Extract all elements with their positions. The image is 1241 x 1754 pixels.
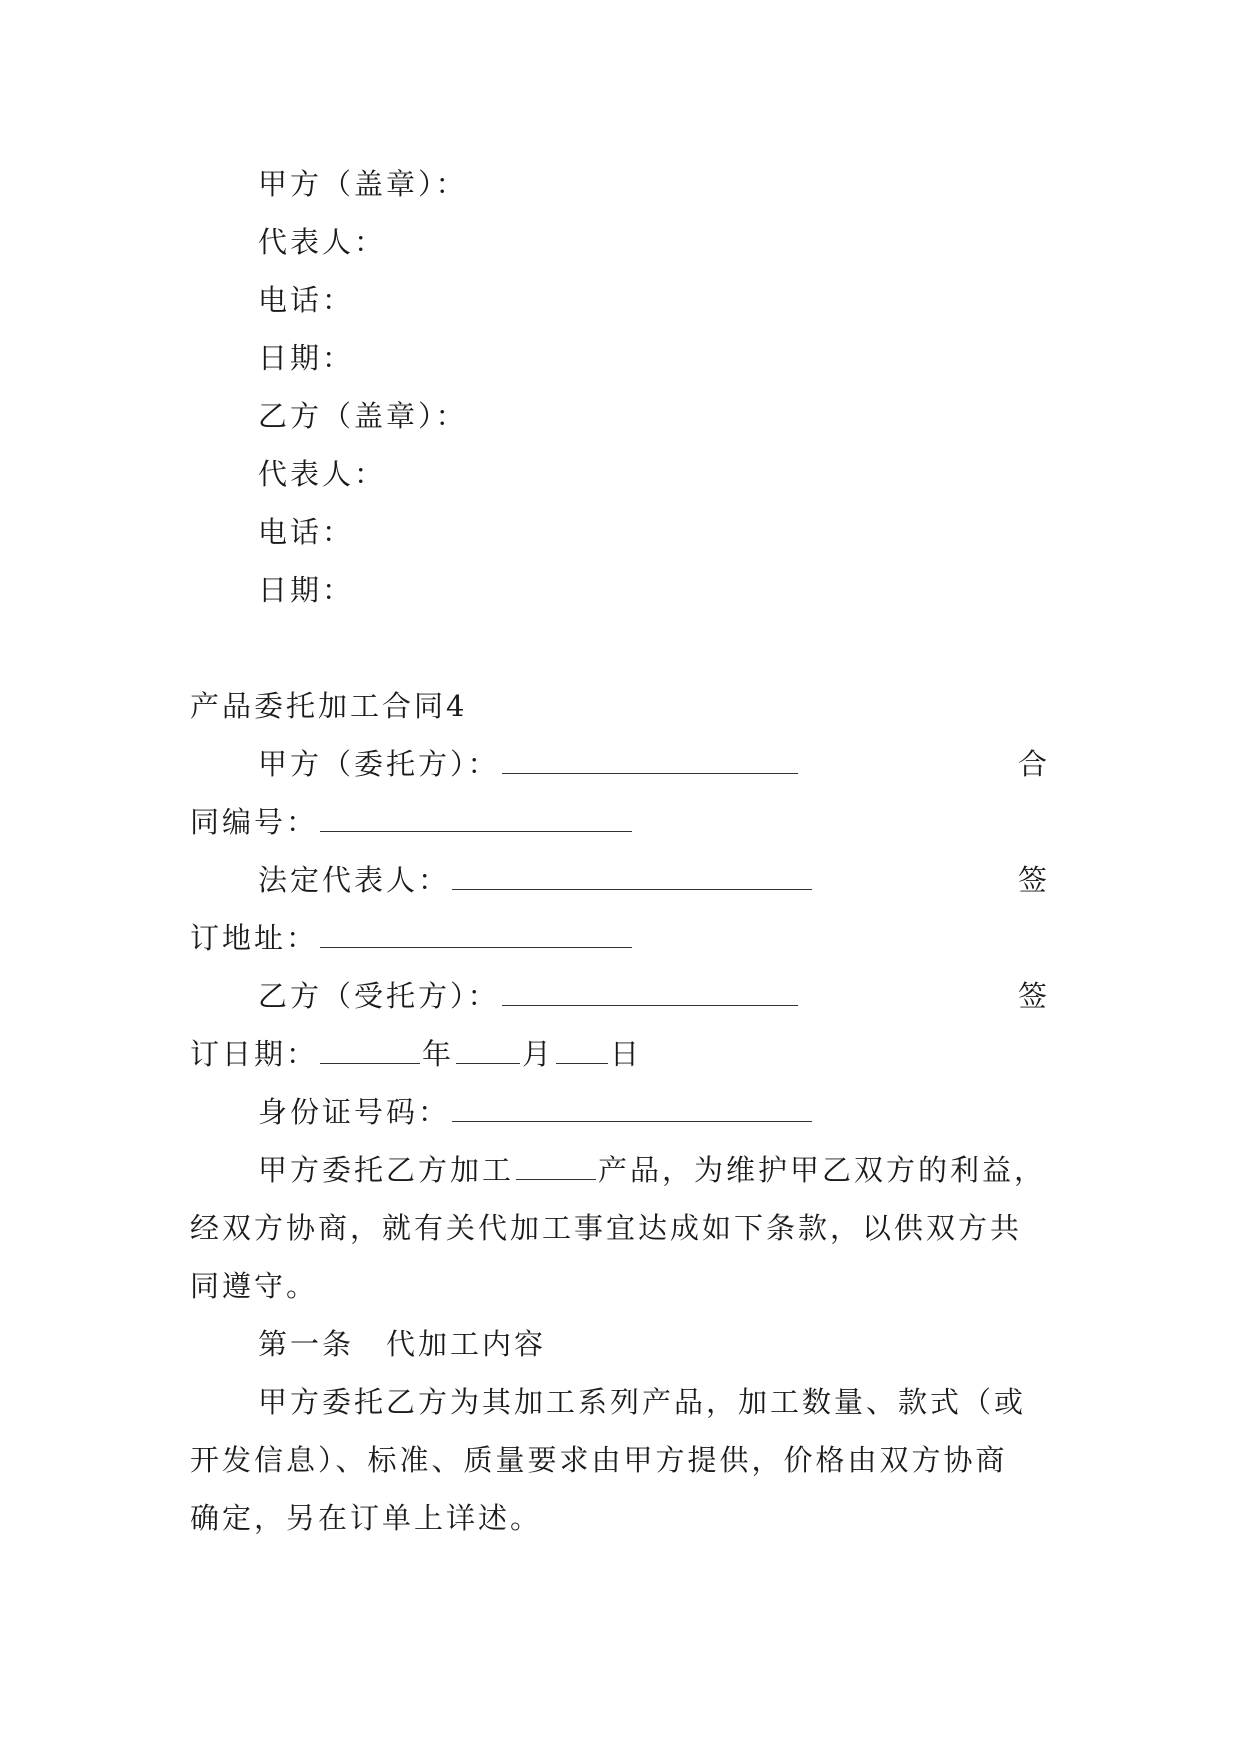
intro-text-part1: 甲方委托乙方加工 bbox=[258, 1153, 515, 1187]
sign-place-label: 订地址： bbox=[190, 921, 319, 955]
intro-line-2: 经双方协商，就有关代加工事宜达成如下条款，以供双方共 bbox=[190, 1211, 1023, 1245]
month-label: 月 bbox=[522, 1037, 555, 1071]
legal-rep-blank bbox=[452, 861, 812, 890]
day-label: 日 bbox=[610, 1037, 643, 1071]
party-a-seal-label: 甲方（盖章）： bbox=[258, 167, 468, 201]
article-1-title: 第一条 代加工内容 bbox=[258, 1327, 547, 1361]
party-a-label: 甲方（委托方）： bbox=[258, 747, 500, 781]
party-b-label: 乙方（受托方）： bbox=[258, 979, 500, 1013]
year-label: 年 bbox=[422, 1037, 455, 1071]
party-a-phone-label: 电话： bbox=[258, 283, 355, 317]
id-number-row bbox=[258, 1092, 814, 1132]
intro-text-part2: 产品，为维护甲乙双方的利益， bbox=[598, 1153, 1047, 1187]
month-blank bbox=[456, 1035, 520, 1064]
party-b-row bbox=[258, 976, 800, 1016]
intro-line-1 bbox=[258, 1150, 1046, 1190]
party-a-date-label: 日期： bbox=[258, 341, 355, 375]
party-b-date-label: 日期： bbox=[258, 573, 355, 607]
contract-no-row bbox=[190, 802, 634, 842]
year-blank bbox=[320, 1035, 420, 1064]
party-b-blank bbox=[502, 977, 798, 1006]
contract-no-label: 同编号： bbox=[190, 805, 319, 839]
id-number-label: 身份证号码： bbox=[258, 1095, 451, 1129]
party-b-representative-label: 代表人： bbox=[258, 457, 387, 491]
day-blank bbox=[556, 1035, 608, 1064]
party-a-blank bbox=[502, 745, 798, 774]
legal-rep-label: 法定代表人： bbox=[258, 863, 451, 897]
article-1-line-2: 开发信息）、标准、质量要求由甲方提供，价格由双方协商 bbox=[190, 1443, 1008, 1477]
contract-no-label-start: 合 bbox=[1018, 747, 1048, 781]
sign-date-row bbox=[190, 1034, 642, 1074]
party-b-seal-label: 乙方（盖章）： bbox=[258, 399, 468, 433]
contract-title: 产品委托加工合同4 bbox=[190, 689, 468, 723]
sign-place-label-start: 签 bbox=[1018, 863, 1048, 897]
article-1-line-3: 确定，另在订单上详述。 bbox=[190, 1501, 543, 1535]
intro-line-3: 同遵守。 bbox=[190, 1269, 319, 1303]
party-a-row bbox=[258, 744, 800, 784]
sign-date-label-start: 签 bbox=[1018, 979, 1048, 1013]
contract-no-blank bbox=[320, 803, 632, 832]
product-blank bbox=[516, 1151, 596, 1180]
id-number-blank bbox=[452, 1093, 812, 1122]
sign-place-row bbox=[190, 918, 634, 958]
article-1-line-1: 甲方委托乙方为其加工系列产品，加工数量、款式（或 bbox=[258, 1385, 1027, 1419]
sign-date-label: 订日期： bbox=[190, 1037, 319, 1071]
party-b-phone-label: 电话： bbox=[258, 515, 355, 549]
legal-rep-row bbox=[258, 860, 814, 900]
party-a-representative-label: 代表人： bbox=[258, 225, 387, 259]
sign-place-blank bbox=[320, 919, 632, 948]
